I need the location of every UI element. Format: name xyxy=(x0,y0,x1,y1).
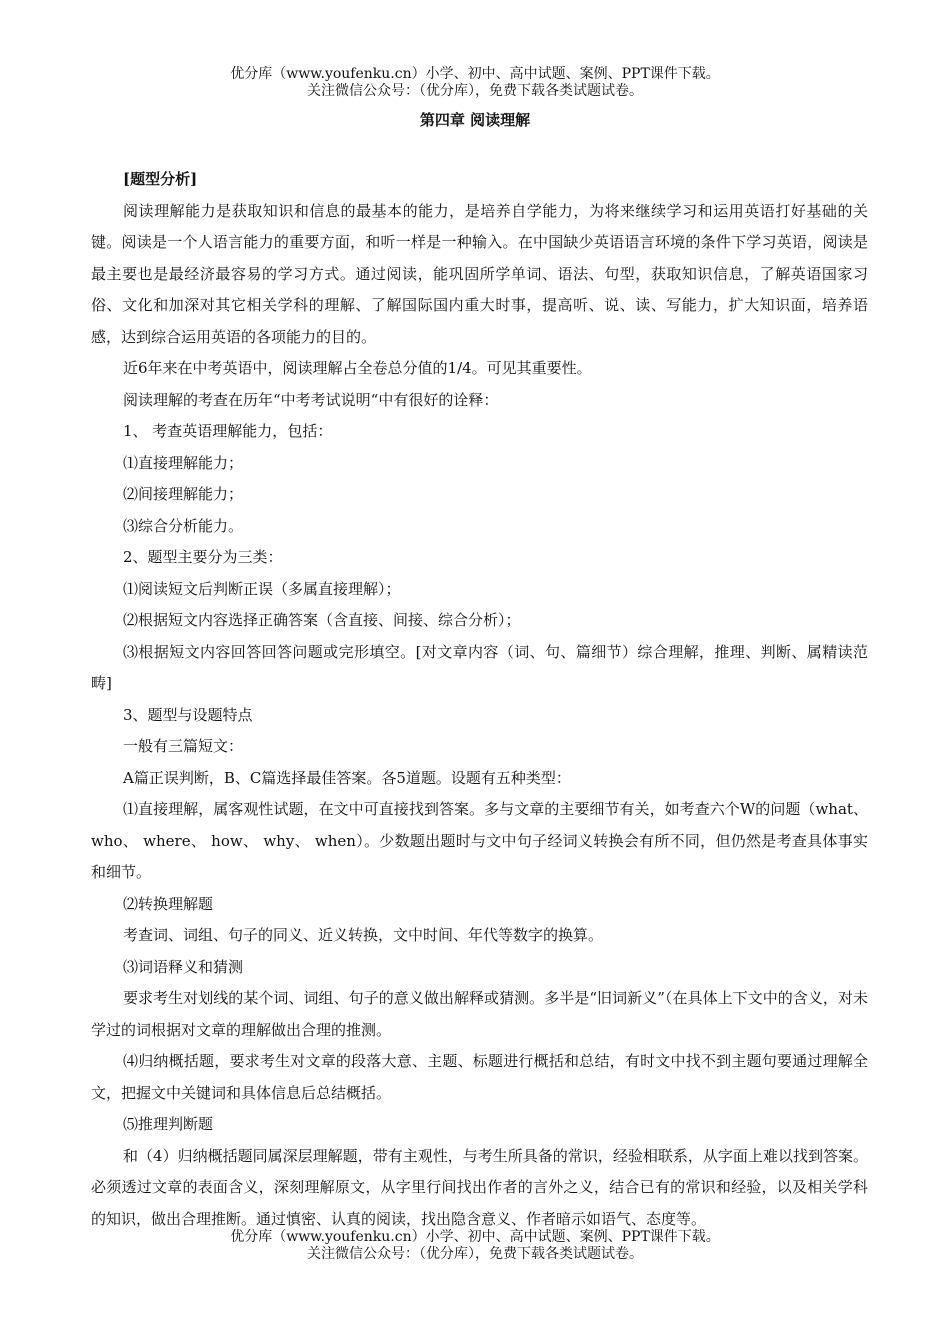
paragraph: 阅读理解的考查在历年“中考考试说明“中有很好的诠释： xyxy=(123,390,499,409)
list-item: ⑶根据短文内容回答回答问题或完形填空。[对文章内容（词、句、篇细节）综合理解，推理、判断、属精读范畴] xyxy=(91,642,868,692)
list-heading: 3、题型与设题特点 xyxy=(123,705,253,724)
list-heading: 2、题型主要分为三类： xyxy=(123,548,283,566)
paragraph-intro: 阅读理解能力是获取知识和信息的最基本的能力，是培养自学能力，为将来继续学习和运用英语打好基础的关键。阅读是一个人语言能力的重要方面，和听一样是一种输入。在中国缺少英语语言环境的条件下学习英语，阅读是最主要也是最经济最容易的学习方式。通过阅读，能巩固所学单词、语法、句型，获取知识信息，了解英语国家习俗、文化和加深对其它相关学科的理解、了解国际国内重大时事，提高听、说、读、写能力，扩大知识面，培养语感，达到综合运用英语的各项能力的目的。 xyxy=(91,201,868,346)
chapter-title: 第四章 阅读理解 xyxy=(419,111,531,129)
footer-line-2: 关注微信公众号：（优分库），免费下载各类试题试卷。 xyxy=(307,1246,643,1262)
paragraph: 考查词、词组、句子的同义、近义转换，文中时间、年代等数字的换算。 xyxy=(123,926,604,944)
list-item: ⑶综合分析能力。 xyxy=(123,516,244,535)
list-item: ⑸推理判断题 xyxy=(123,1115,214,1133)
header-line-1: 优分库（www.youfenku.cn）小学、初中、高中试题、案例、PPT课件下载。 xyxy=(230,66,720,82)
paragraph: 一般有三篇短文： xyxy=(123,737,244,755)
list-item: ⑵根据短文内容选择正确答案（含直接、间接、综合分析）； xyxy=(123,611,521,629)
page-header xyxy=(0,66,950,100)
header-line-2: 关注微信公众号：（优分库），免费下载各类试题试卷。 xyxy=(307,83,643,99)
paragraph: A篇正误判断，B、C篇选择最佳答案。各5道题。设题有五种类型： xyxy=(123,768,571,787)
footer-line-1: 优分库（www.youfenku.cn）小学、初中、高中试题、案例、PPT课件下载。 xyxy=(230,1229,720,1245)
list-item: ⑵转换理解题 xyxy=(123,894,214,913)
list-item: ⑶词语释义和猜测 xyxy=(123,957,244,976)
list-item: ⑵间接理解能力； xyxy=(123,485,244,503)
list-item: ⑴阅读短文后判断正误（多属直接理解）； xyxy=(123,579,401,598)
document-body xyxy=(91,164,868,1235)
page-footer xyxy=(0,1229,950,1263)
list-item: ⑴直接理解，属客观性试题，在文中可直接找到答案。多与文章的主要细节有关，如考查六个W的问题（what、 who、 where、 how、 why、 when）。少数题出题时与文中句子经词义转换会有所不同，但仍然是考查具体事实和细节。 xyxy=(91,800,868,881)
paragraph: 近6年来在中考英语中，阅读理解占全卷总分值的1/4。可见其重要性。 xyxy=(123,359,592,377)
list-item: ⑴直接理解能力； xyxy=(123,453,244,472)
paragraph: 和（4）归纳概括题同属深层理解题，带有主观性，与考生所具备的常识，经验相联系，从字面上难以找到答案。必须透过文章的表面含义，深刻理解原文，从字里行间找出作者的言外之义，结合已有的常识和经验，以及相关学科的知识，做出合理推断。通过慎密、认真的阅读，找出隐含意义、作者暗示如语气、态度等。 xyxy=(91,1146,868,1228)
section-heading: [题型分析] xyxy=(123,170,198,188)
list-item: ⑷归纳概括题，要求考生对文章的段落大意、主题、标题进行概括和总结，有时文中找不到主题句要通过理解全文，把握文中关键词和具体信息后总结概括。 xyxy=(91,1052,868,1102)
list-heading: 1、 考查英语理解能力，包括： xyxy=(123,422,333,440)
paragraph: 要求考生对划线的某个词、词组、句子的意义做出解释或猜测。多半是“旧词新义”（在具体上下文中的含义，对未学过的词根据对文章的理解做出合理的推测。 xyxy=(91,989,868,1039)
